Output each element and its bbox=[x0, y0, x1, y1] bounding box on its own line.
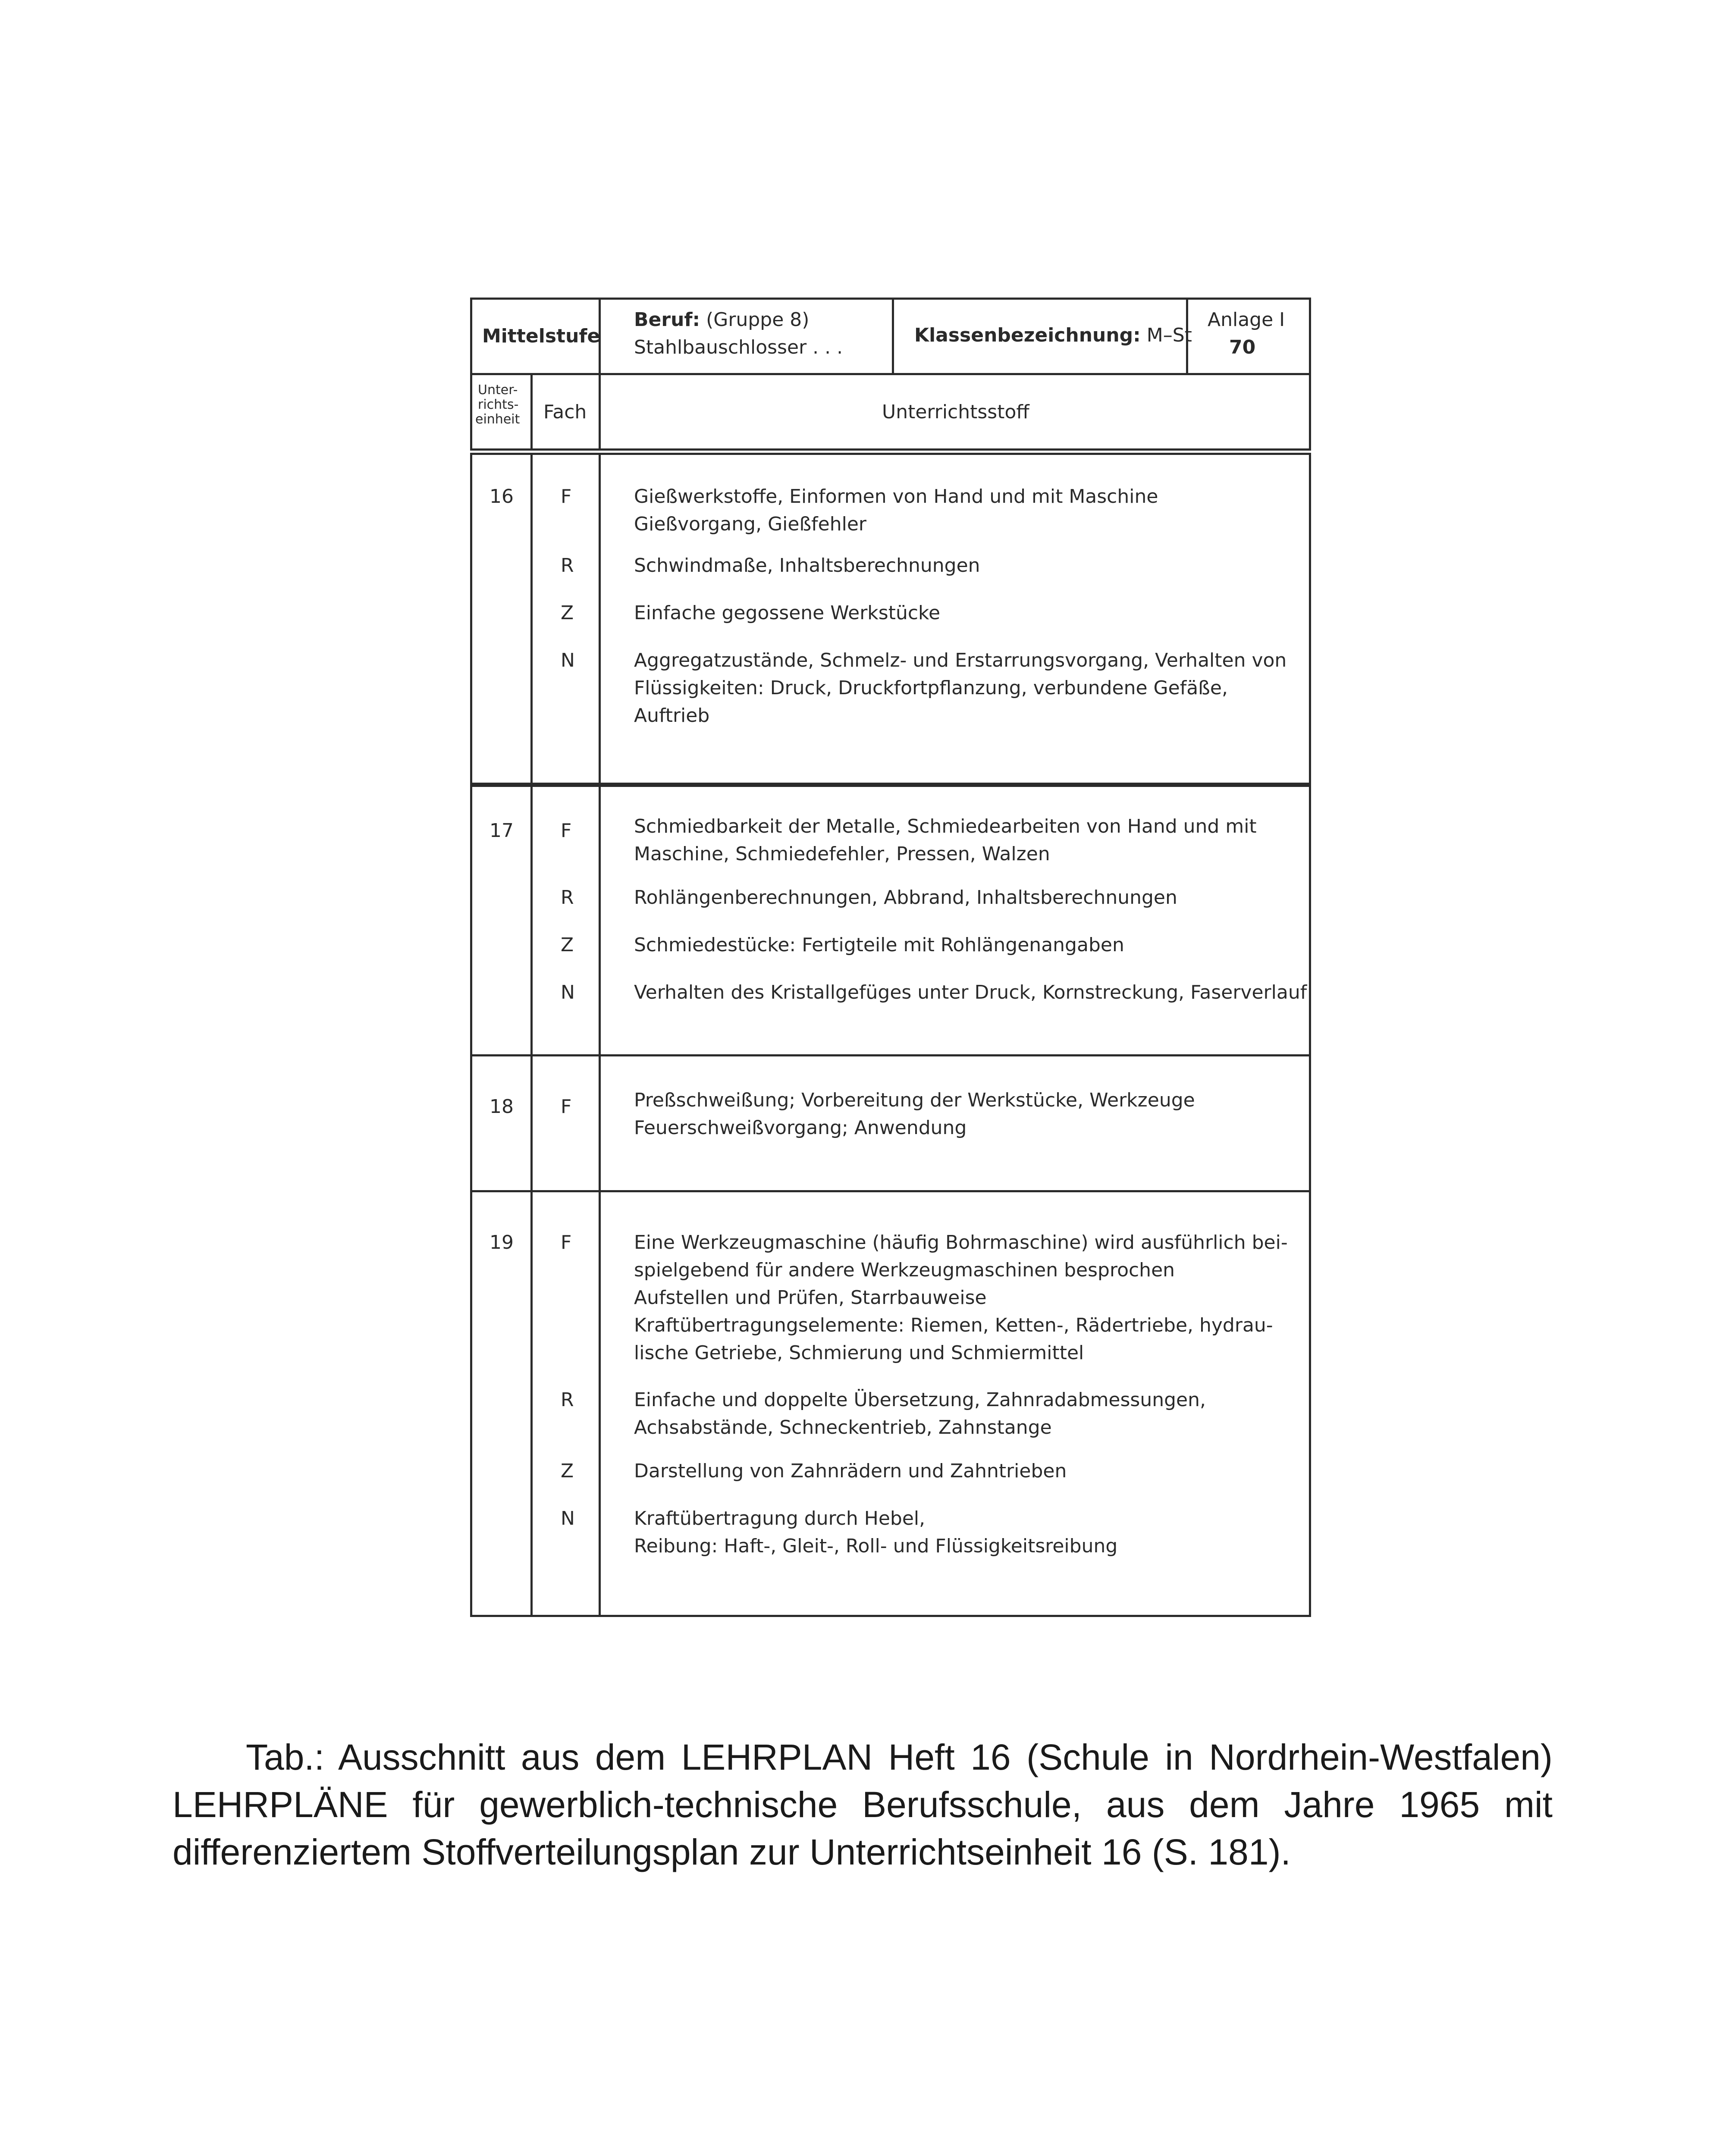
unit-number: 19 bbox=[489, 1232, 514, 1253]
stoff-line: Eine Werkzeugmaschine (häufig Bohrmaschine) wird ausführlich bei- bbox=[634, 1232, 1288, 1253]
header-level: Mittelstufe bbox=[482, 325, 600, 347]
stoff-line: Schmiedestücke: Fertigteile mit Rohlängenangaben bbox=[634, 934, 1124, 956]
stoff-line: Rohlängenberechnungen, Abbrand, Inhaltsberechnungen bbox=[634, 887, 1177, 909]
header-beruf-name: Stahlbauschlosser . . . bbox=[634, 336, 843, 358]
stoff-line: Feuerschweißvorgang; Anwendung bbox=[634, 1117, 967, 1139]
stoff-line: Flüssigkeiten: Druck, Druckfortpflanzung, verbundene Gefäße, bbox=[634, 677, 1228, 699]
stoff-line: Aggregatzustände, Schmelz- und Erstarrungsvorgang, Verhalten von bbox=[634, 649, 1287, 671]
header-klassen-label: Klassenbezeichnung: bbox=[914, 324, 1141, 346]
fach-code: Z bbox=[561, 934, 574, 956]
stoff-line: Einfache und doppelte Übersetzung, Zahnradabmessungen, bbox=[634, 1389, 1206, 1411]
stoff-line: Schmiedbarkeit der Metalle, Schmiedearbeiten von Hand und mit bbox=[634, 815, 1257, 837]
fach-code: F bbox=[561, 820, 572, 842]
header-anlage-number: 70 bbox=[1229, 336, 1256, 358]
stoff-line: Preßschweißung; Vorbereitung der Werkstücke, Werkzeuge bbox=[634, 1089, 1195, 1111]
stoff-line: Aufstellen und Prüfen, Starrbauweise bbox=[634, 1287, 987, 1309]
stoff-line: Maschine, Schmiedefehler, Pressen, Walzen bbox=[634, 843, 1050, 865]
header-anlage-label: Anlage I bbox=[1208, 309, 1285, 331]
caption-line-2: LEHRPLÄNE für gewerblich-technische Berufsschule, aus dem Jahre 1965 mit bbox=[173, 1784, 1553, 1825]
stoff-line: Schwindmaße, Inhaltsberechnungen bbox=[634, 555, 980, 577]
col-unit-line2: richts- bbox=[478, 397, 519, 412]
fach-code: Z bbox=[561, 1460, 574, 1482]
unit-number: 17 bbox=[489, 820, 514, 842]
caption-line-1: Tab.: Ausschnitt aus dem LEHRPLAN Heft 16 (Schule in Nordrhein-Westfalen) bbox=[246, 1737, 1553, 1777]
table-caption bbox=[173, 1733, 1553, 1876]
fach-code: N bbox=[561, 1507, 575, 1529]
caption-line-3: differenziertem Stoffverteilungsplan zur Unterrichtseinheit 16 (S. 181). bbox=[173, 1832, 1291, 1872]
stoff-line: lische Getriebe, Schmierung und Schmiermittel bbox=[634, 1342, 1084, 1364]
header-klassen-value: M–St bbox=[1146, 324, 1192, 346]
stoff-line: Auftrieb bbox=[634, 705, 710, 727]
unit-number: 16 bbox=[489, 486, 514, 508]
fach-code: N bbox=[561, 981, 575, 1003]
header-beruf-group: (Gruppe 8) bbox=[706, 309, 810, 331]
col-unit-line3: einheit bbox=[475, 412, 520, 427]
stoff-line: Darstellung von Zahnrädern und Zahntrieben bbox=[634, 1460, 1067, 1482]
stoff-line: Reibung: Haft-, Gleit-, Roll- und Flüssigkeitsreibung bbox=[634, 1535, 1118, 1557]
fach-code: R bbox=[561, 555, 574, 577]
fach-code: F bbox=[561, 1232, 572, 1253]
stoff-line: Verhalten des Kristallgefüges unter Druck, Kornstreckung, Faserverlauf bbox=[634, 981, 1307, 1003]
stoff-line: Gießvorgang, Gießfehler bbox=[634, 513, 866, 535]
fach-code: Z bbox=[561, 602, 574, 624]
stoff-line: Kraftübertragung durch Hebel, bbox=[634, 1507, 926, 1529]
fach-code: N bbox=[561, 649, 575, 671]
stoff-line: Gießwerkstoffe, Einformen von Hand und mit Maschine bbox=[634, 486, 1158, 508]
col-stoff: Unterrichtsstoff bbox=[882, 401, 1029, 423]
fach-code: R bbox=[561, 887, 574, 909]
fach-code: F bbox=[561, 1096, 572, 1118]
unit-number: 18 bbox=[489, 1096, 514, 1118]
header-beruf-label: Beruf: bbox=[634, 309, 700, 331]
stoff-line: spielgebend für andere Werkzeugmaschinen besprochen bbox=[634, 1259, 1175, 1281]
fach-code: F bbox=[561, 486, 572, 508]
curriculum-table-scan bbox=[470, 298, 1311, 1630]
col-unit-line1: Unter- bbox=[478, 382, 518, 398]
fach-code: R bbox=[561, 1389, 574, 1411]
stoff-line: Einfache gegossene Werkstücke bbox=[634, 602, 941, 624]
stoff-line: Achsabstände, Schneckentrieb, Zahnstange bbox=[634, 1416, 1052, 1438]
col-fach: Fach bbox=[543, 401, 587, 423]
stoff-line: Kraftübertragungselemente: Riemen, Ketten-, Rädertriebe, hydrau- bbox=[634, 1314, 1273, 1336]
